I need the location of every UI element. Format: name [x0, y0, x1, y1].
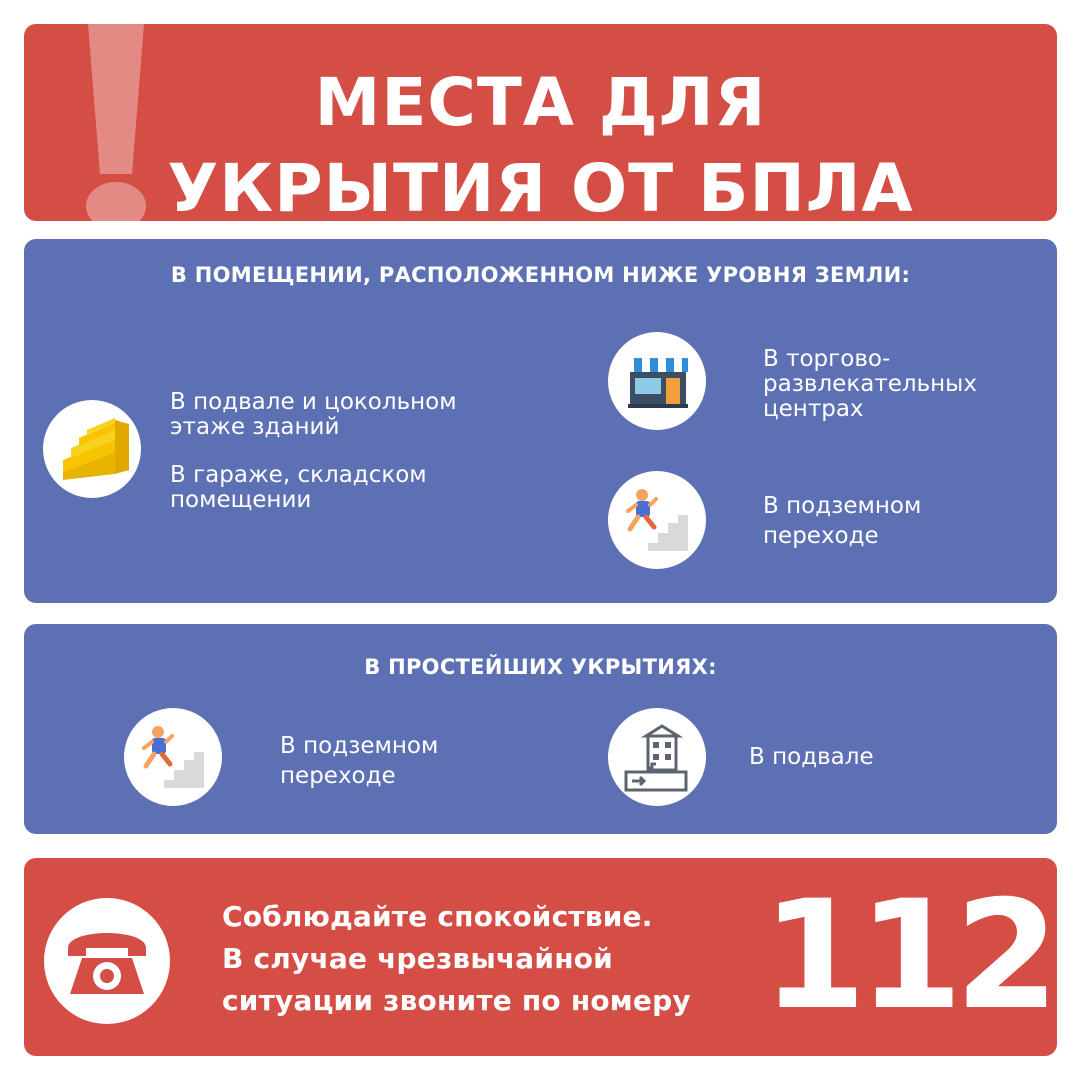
title-line-2: УКРЫТИЯ ОТ БПЛА [167, 150, 914, 221]
title-line-1: МЕСТА ДЛЯ [314, 64, 767, 141]
emergency-number[interactable]: 112 [762, 869, 1052, 1043]
person-stairs-icon [608, 471, 706, 569]
garage-text: В гараже, складском помещении [170, 462, 427, 513]
store-icon-circle [608, 332, 706, 430]
stairs-icon [43, 400, 141, 498]
underpass-text: В подземном переходе [763, 493, 922, 549]
page-title [24, 60, 1057, 221]
underpass-text: В подземном переходе [280, 733, 439, 789]
person-stairs-icon [124, 708, 222, 806]
basement-icon-circle [608, 708, 706, 806]
telephone-icon [44, 898, 170, 1024]
basement-text: В подвале [749, 744, 874, 770]
section-title: В ПОМЕЩЕНИИ, РАСПОЛОЖЕННОМ НИЖЕ УРОВНЯ ЗЕМЛИ: [170, 263, 911, 287]
section-title: В ПРОСТЕЙШИХ УКРЫТИЯХ: [364, 655, 717, 679]
underpass-icon-circle [608, 471, 706, 569]
section-below-ground [24, 239, 1057, 603]
basement-text: В подвале и цокольном этаже зданий [170, 389, 457, 440]
phone-icon-circle [44, 898, 170, 1024]
section-simple-shelters [24, 624, 1057, 834]
stairs-icon-circle [43, 400, 141, 498]
store-icon [608, 332, 706, 430]
building-basement-icon [608, 708, 706, 806]
footer-banner [24, 858, 1057, 1056]
header-banner [24, 24, 1057, 221]
underpass-icon-circle [124, 708, 222, 806]
footer-message: Соблюдайте спокойствие. В случае чрезвычайной ситуации звоните по номеру [222, 900, 691, 1017]
mall-text: В торгово- развлекательных центрах [763, 346, 977, 422]
